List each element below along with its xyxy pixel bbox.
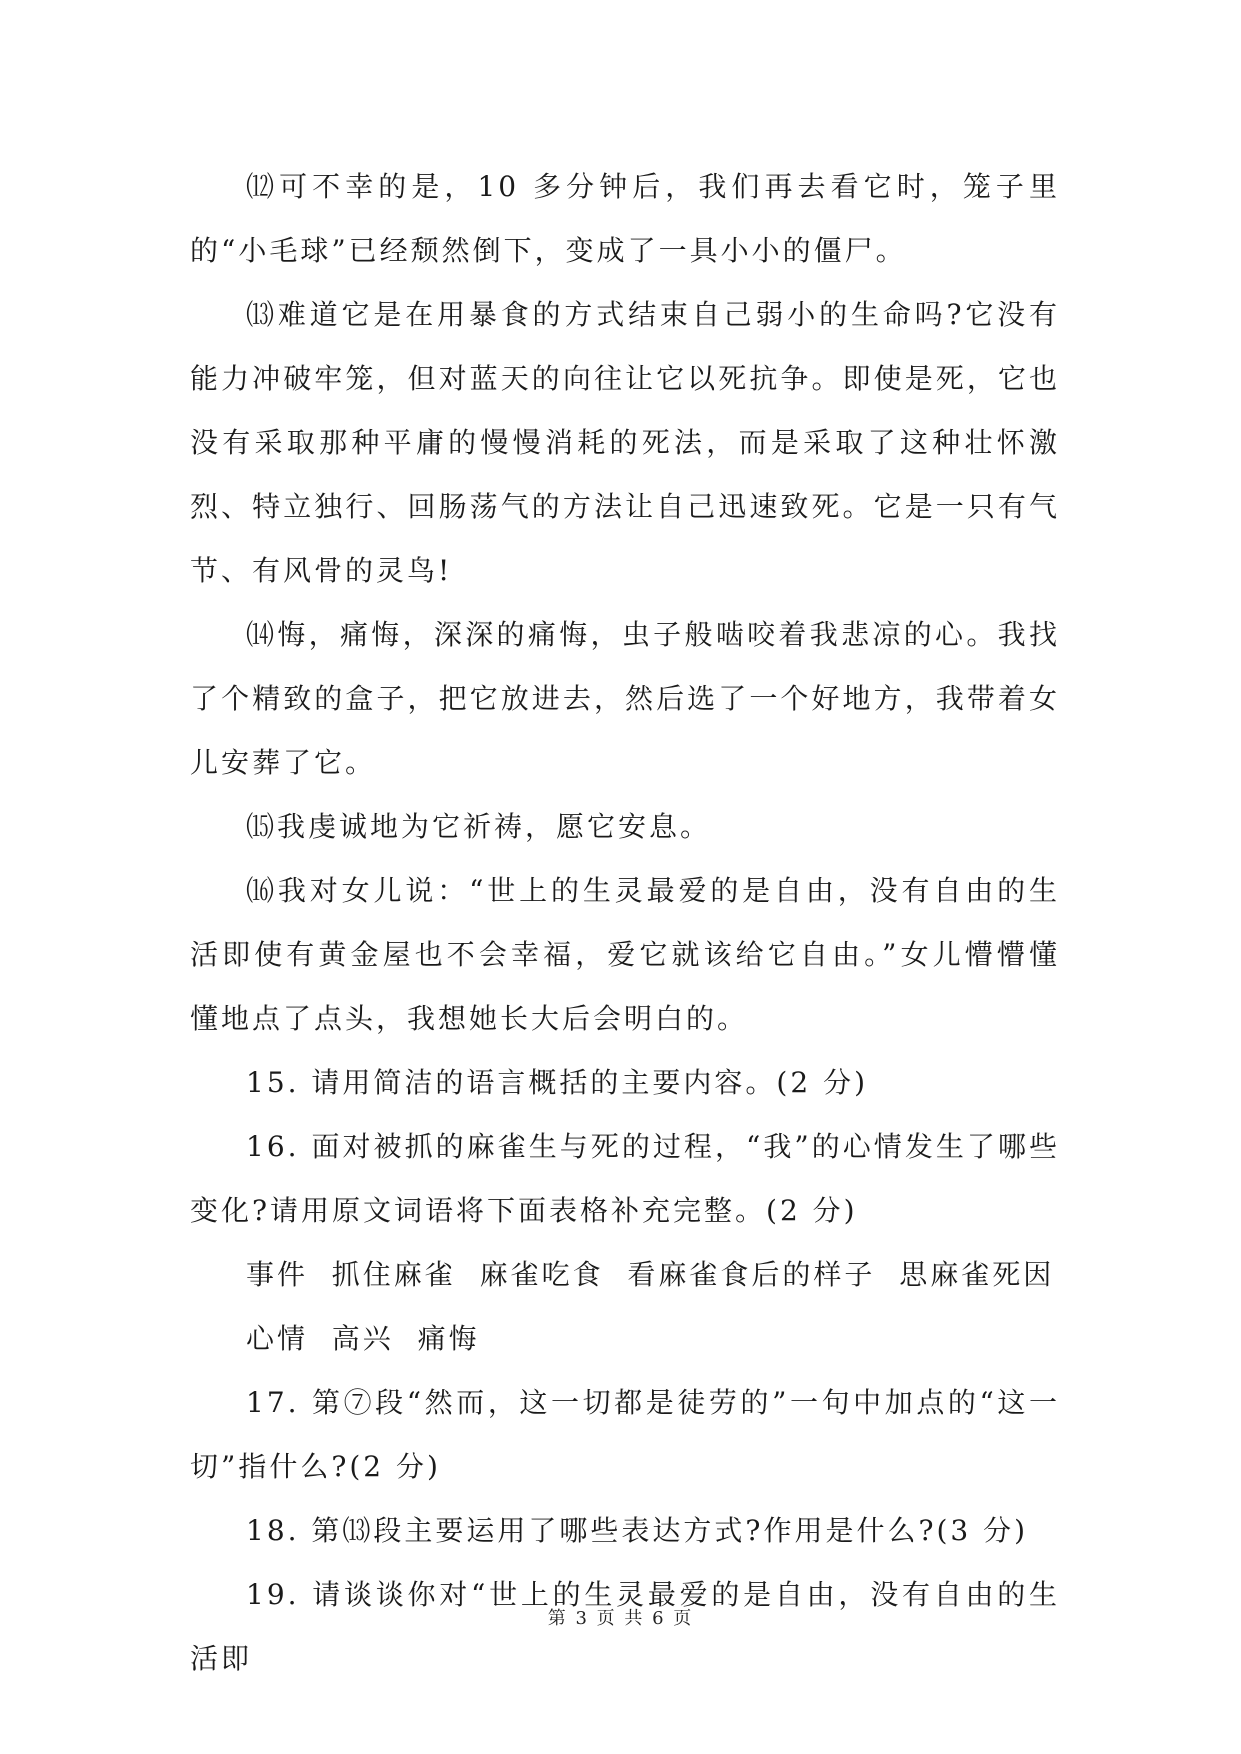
question-16: 16. 面对被抓的麻雀生与死的过程，“我”的心情发生了哪些变化?请用原文词语将下面表格补充完整。(2 分) (190, 1130, 1060, 1227)
question-19: 19. 请谈谈你对“世上的生灵最爱的是自由，没有自由的生活即 (190, 1578, 1060, 1675)
page-footer: 第 3 页 共 6 页 (547, 1608, 694, 1629)
paragraph-14: ⒁悔，痛悔，深深的痛悔，虫子般啮咬着我悲凉的心。我找了个精致的盒子，把它放进去，然后选了一个好地方，我带着女儿安葬了它。 (190, 618, 1060, 779)
table-row-events: 事件 抓住麻雀 麻雀吃食 看麻雀食后的样子 思麻雀死因 (246, 1258, 1055, 1291)
question-15: 15. 请用简洁的语言概括的主要内容。(2 分) (246, 1066, 868, 1099)
paragraph-16: ⒃我对女儿说：“世上的生灵最爱的是自由，没有自由的生活即使有黄金屋也不会幸福，爱它就该给它自由。”女儿懵懵懂懂地点了点头，我想她长大后会明白的。 (190, 874, 1060, 1035)
paragraph-12: ⑿可不幸的是，10 多分钟后，我们再去看它时，笼子里的“小毛球”已经颓然倒下，变成了一具小小的僵尸。 (190, 170, 1060, 267)
page-body (190, 155, 1060, 1691)
paragraph-15: ⒂我虔诚地为它祈祷，愿它安息。 (246, 810, 712, 843)
question-17: 17. 第⑦段“然而，这一切都是徒劳的”一句中加点的“这一切”指什么?(2 分) (190, 1386, 1060, 1483)
question-18: 18. 第⒀段主要运用了哪些表达方式?作用是什么?(3 分) (246, 1514, 1029, 1547)
table-row-moods: 心情 高兴 痛悔 (246, 1322, 480, 1355)
paragraph-13: ⒀难道它是在用暴食的方式结束自己弱小的生命吗?它没有能力冲破牢笼，但对蓝天的向往让它以死抗争。即使是死，它也没有采取那种平庸的慢慢消耗的死法，而是采取了这种壮怀激烈、特立独行、回肠荡气的方法让自己迅速致死。它是一只有气节、有风骨的灵鸟! (190, 298, 1060, 587)
